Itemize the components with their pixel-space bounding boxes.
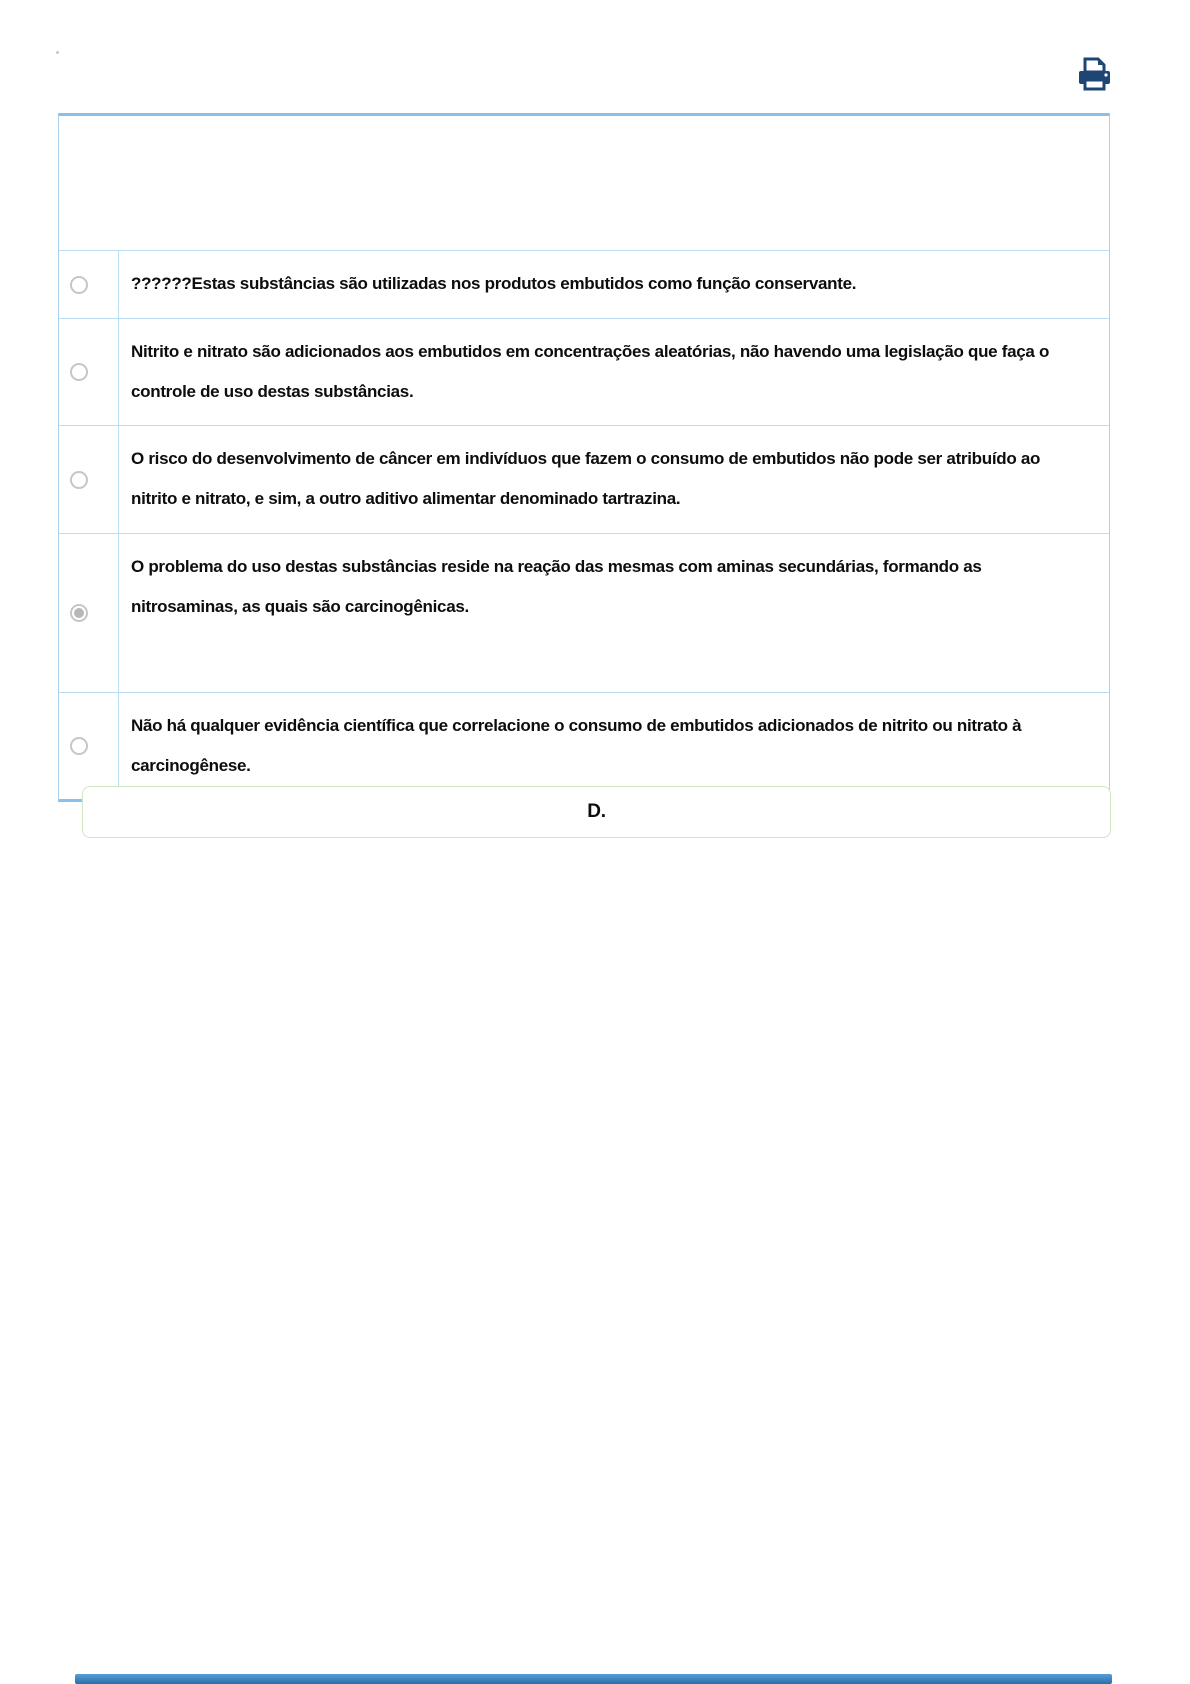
radio-button[interactable] — [70, 737, 88, 755]
option-text: O risco do desenvolvimento de câncer em indivíduos que fazem o consumo de embutidos não pode ser atribuído ao nitrito e nitrato, e sim, a outro aditivo alimentar denominado tartrazina. — [131, 449, 1041, 508]
option-text: Nitrito e nitrato são adicionados aos embutidos em concentrações aleatórias, não havendo uma legislação que faça o controle de uso destas substâncias. — [131, 342, 1050, 401]
option-row — [59, 318, 1109, 425]
option-text: ??????Estas substâncias são utilizadas nos produtos embutidos como função conservante. — [131, 274, 857, 293]
question-table — [58, 113, 1110, 802]
option-row — [59, 250, 1109, 318]
option-radio-cell — [59, 693, 119, 799]
option-radio-cell — [59, 534, 119, 692]
bottom-bar — [75, 1674, 1112, 1684]
option-radio-cell — [59, 426, 119, 533]
option-row — [59, 533, 1109, 692]
print-button[interactable] — [1075, 56, 1113, 94]
radio-button[interactable] — [70, 363, 88, 381]
radio-button-selected[interactable] — [70, 604, 88, 622]
option-row — [59, 425, 1109, 533]
option-row — [59, 692, 1109, 799]
answer-box — [82, 786, 1111, 838]
option-radio-cell — [59, 251, 119, 318]
question-stem — [59, 116, 1109, 250]
printer-icon — [1075, 56, 1113, 94]
answer-label: D. — [587, 801, 606, 822]
radio-button[interactable] — [70, 471, 88, 489]
option-radio-cell — [59, 319, 119, 425]
option-text: O problema do uso destas substâncias reside na reação das mesmas com aminas secundárias, formando as nitrosaminas, as quais são carcinogênicas. — [131, 557, 982, 616]
stray-dot — [56, 51, 59, 54]
radio-button[interactable] — [70, 276, 88, 294]
option-text: Não há qualquer evidência científica que correlacione o consumo de embutidos adicionados de nitrito ou nitrato à carcinogênese. — [131, 716, 1022, 775]
